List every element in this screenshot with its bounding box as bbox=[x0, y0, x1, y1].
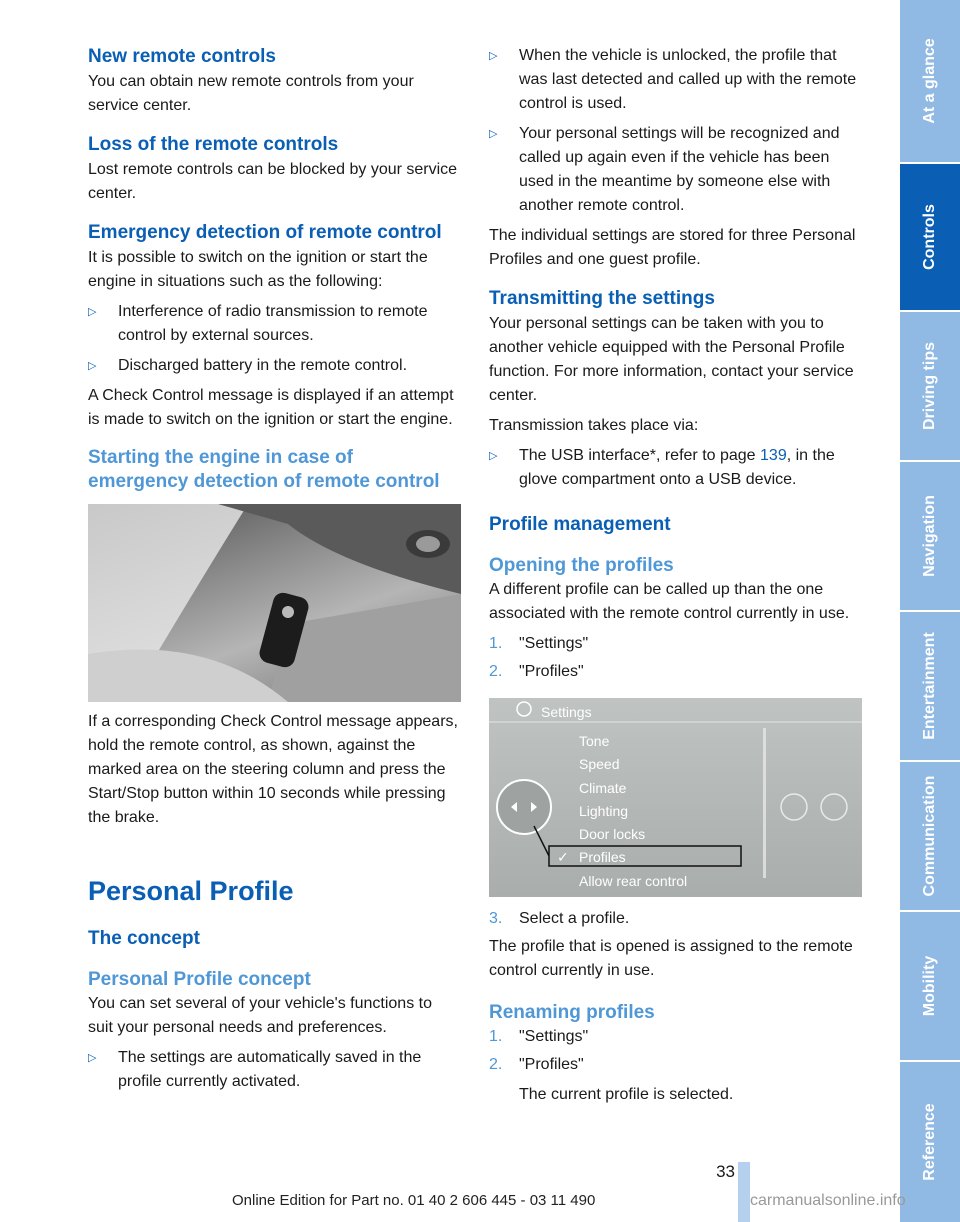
tab-controls[interactable]: Controls bbox=[900, 164, 960, 310]
triangle-bullet-icon: ▷ bbox=[489, 450, 498, 462]
bullet-item: ▷ Your personal settings will be recognized and called up again even if the vehicle has been used in the meantime by someone else with another remote control. bbox=[489, 122, 862, 218]
heading-loss: Loss of the remote controls bbox=[88, 134, 339, 155]
numbered-step: 3. Select a profile. bbox=[489, 910, 630, 927]
heading-the-concept: The concept bbox=[88, 928, 200, 949]
bullet-item: ▷ The USB interface*, refer to page 139, in the glove compartment onto a USB device. bbox=[489, 444, 862, 492]
menu-item-lighting[interactable]: Lighting bbox=[579, 802, 629, 819]
bullet-item: ▷ When the vehicle is unlocked, the profile that was last detected and called up with the remote control is used. bbox=[489, 44, 862, 116]
paragraph-loss: Lost remote controls can be blocked by your service center. bbox=[88, 161, 458, 202]
paragraph-current-profile: The current profile is selected. bbox=[519, 1086, 734, 1103]
screen-title: Settings bbox=[541, 704, 592, 720]
paragraph-stored: The individual settings are stored for three Personal Profiles and one guest profile. bbox=[489, 227, 856, 268]
numbered-step: 1. "Settings" bbox=[489, 1028, 589, 1045]
triangle-bullet-icon: ▷ bbox=[88, 306, 97, 318]
watermark: carmanualsonline.info bbox=[750, 1192, 906, 1209]
menu-item-allow-rear-control[interactable]: Allow rear control bbox=[579, 872, 688, 889]
left-column bbox=[88, 44, 461, 1094]
tab-at-a-glance[interactable]: At a glance bbox=[900, 0, 960, 162]
page-number: 33 bbox=[716, 1162, 735, 1181]
chapter-tabs bbox=[900, 0, 960, 1222]
page-link-139[interactable]: 139 bbox=[760, 447, 787, 464]
heading-pp-concept: Personal Profile concept bbox=[88, 969, 311, 990]
paragraph-assigned: The profile that is opened is assigned to the remote control currently in use. bbox=[489, 938, 853, 979]
bullet-item: ▷ Interference of radio transmission to remote control by external sources. bbox=[88, 300, 461, 348]
steering-column-image bbox=[88, 504, 461, 702]
page-marker-bar bbox=[738, 1162, 750, 1222]
tab-mobility[interactable]: Mobility bbox=[900, 912, 960, 1060]
numbered-step: 2. "Profiles" bbox=[489, 1056, 584, 1073]
paragraph-pp-concept: You can set several of your vehicle's functions to suit your personal needs and preferences. bbox=[88, 995, 432, 1036]
menu-item-speed[interactable]: Speed bbox=[579, 756, 620, 773]
heading-personal-profile: Personal Profile bbox=[88, 876, 294, 906]
menu-item-door-locks[interactable]: Door locks bbox=[579, 826, 646, 843]
paragraph-opening: A different profile can be called up than the one associated with the remote control currently in use. bbox=[489, 581, 850, 622]
heading-opening-profiles: Opening the profiles bbox=[489, 555, 674, 576]
tab-communication[interactable]: Communication bbox=[900, 762, 960, 910]
bullet-item: ▷ The settings are automatically saved in the profile currently activated. bbox=[88, 1046, 461, 1094]
menu-item-tone[interactable]: Tone bbox=[579, 733, 610, 749]
gear-icon bbox=[517, 702, 531, 716]
numbered-step: 2. "Profiles" bbox=[489, 663, 584, 680]
paragraph-via: Transmission takes place via: bbox=[489, 417, 699, 434]
bullet-item: ▷ Discharged battery in the remote control. bbox=[88, 354, 461, 378]
paragraph-corresponding-message: If a corresponding Check Control message appears, hold the remote control, as shown, against the marked area on the steering column and press the Start/Stop button within 10 seconds while pressing the brake. bbox=[88, 713, 458, 826]
paragraph-check-control: A Check Control message is displayed if an attempt is made to switch on the ignition or start the engine. bbox=[88, 387, 454, 428]
heading-transmitting: Transmitting the settings bbox=[489, 288, 715, 309]
menu-item-profiles[interactable]: ✓ Profiles bbox=[579, 846, 687, 869]
tab-navigation[interactable]: Navigation bbox=[900, 462, 960, 610]
tab-driving-tips[interactable]: Driving tips bbox=[900, 312, 960, 460]
heading-emergency: Emergency detection of remote control bbox=[88, 222, 442, 243]
triangle-bullet-icon: ▷ bbox=[88, 1052, 97, 1064]
tab-reference[interactable]: Reference bbox=[900, 1062, 960, 1222]
heading-renaming-profiles: Renaming profiles bbox=[489, 1002, 655, 1023]
triangle-bullet-icon: ▷ bbox=[88, 360, 97, 372]
steering-column-photo bbox=[88, 504, 461, 702]
tab-entertainment[interactable]: Entertainment bbox=[900, 612, 960, 760]
right-column bbox=[489, 44, 862, 1107]
settings-screen-image bbox=[489, 698, 862, 897]
numbered-step: 1. "Settings" bbox=[489, 635, 589, 652]
paragraph-transmitting: Your personal settings can be taken with you to another vehicle equipped with the Personal Profile function. For more information, contact your service center. bbox=[489, 315, 854, 404]
paragraph-emergency: It is possible to switch on the ignition or start the engine in situations such as the following: bbox=[88, 249, 428, 290]
check-icon: ✓ bbox=[557, 849, 569, 866]
heading-starting-engine: Starting the engine in case of emergency detection of remote control bbox=[88, 447, 440, 492]
heading-new-remote-controls: New remote controls bbox=[88, 46, 276, 67]
paragraph-new-remote: You can obtain new remote controls from your service center. bbox=[88, 73, 414, 114]
triangle-bullet-icon: ▷ bbox=[489, 128, 498, 140]
screen-menu bbox=[557, 730, 688, 893]
heading-profile-management: Profile management bbox=[489, 514, 671, 535]
triangle-bullet-icon: ▷ bbox=[489, 50, 498, 62]
controller-knob-icon bbox=[497, 780, 551, 834]
footer-text: Online Edition for Part no. 01 40 2 606 445 - 03 11 490 bbox=[232, 1192, 596, 1209]
menu-item-climate[interactable]: Climate bbox=[579, 779, 627, 796]
